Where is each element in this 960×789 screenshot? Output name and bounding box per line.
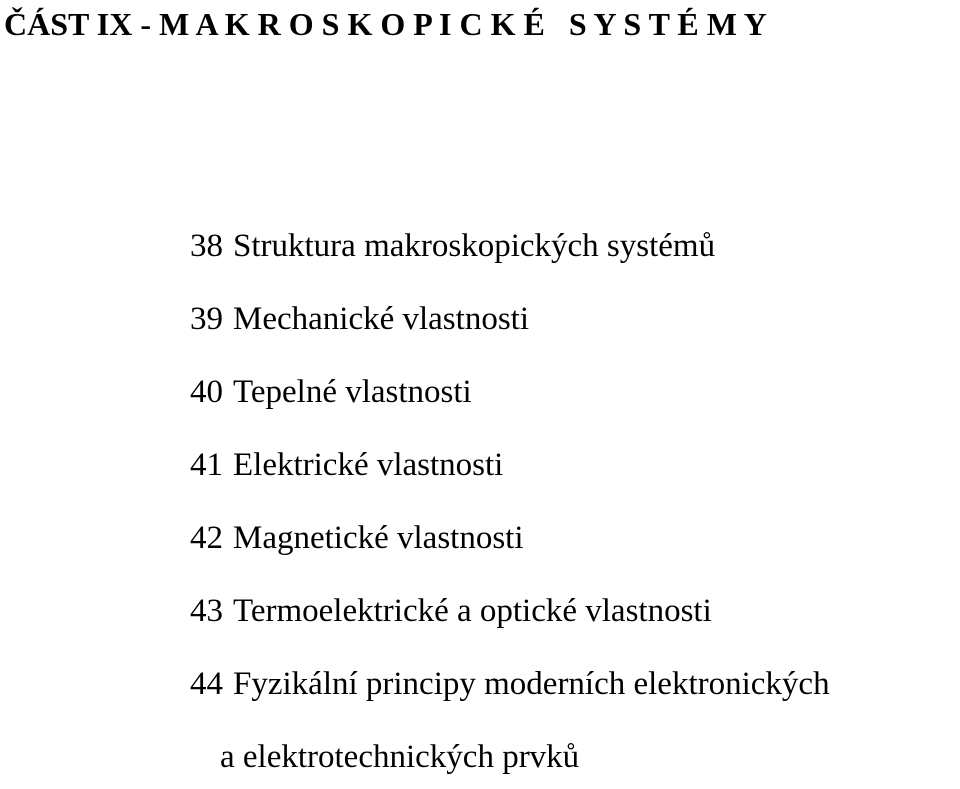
chapter-title: Struktura makroskopických systémů xyxy=(233,228,716,264)
chapter-number: 41 xyxy=(190,447,223,483)
table-of-contents xyxy=(190,226,830,777)
toc-item-41 xyxy=(190,445,830,485)
chapter-number: 40 xyxy=(190,374,223,410)
toc-item-43 xyxy=(190,591,830,631)
chapter-title: Fyzikální principy moderních elektronických xyxy=(233,666,830,702)
chapter-title-continuation: a elektrotechnických prvků xyxy=(220,739,580,775)
toc-item-40 xyxy=(190,372,830,412)
chapter-title: Magnetické vlastnosti xyxy=(233,520,524,556)
chapter-number: 44 xyxy=(190,666,223,702)
page-title xyxy=(4,4,956,44)
chapter-number: 43 xyxy=(190,593,223,629)
toc-item-38 xyxy=(190,226,830,266)
chapter-title: Termoelektrické a optické vlastnosti xyxy=(233,593,712,629)
toc-item-42 xyxy=(190,518,830,558)
chapter-number: 38 xyxy=(190,228,223,264)
toc-item-39 xyxy=(190,299,830,339)
chapter-number: 42 xyxy=(190,520,223,556)
chapter-title: Tepelné vlastnosti xyxy=(233,374,472,410)
chapter-title: Elektrické vlastnosti xyxy=(233,447,504,483)
toc-item-44-continuation xyxy=(220,737,830,777)
chapter-title: Mechanické vlastnosti xyxy=(233,301,530,337)
toc-item-44 xyxy=(190,664,830,704)
chapter-number: 39 xyxy=(190,301,223,337)
part-title: ČÁST IX - M A K R O S K O P I C K É S Y S T É M Y xyxy=(4,6,767,42)
